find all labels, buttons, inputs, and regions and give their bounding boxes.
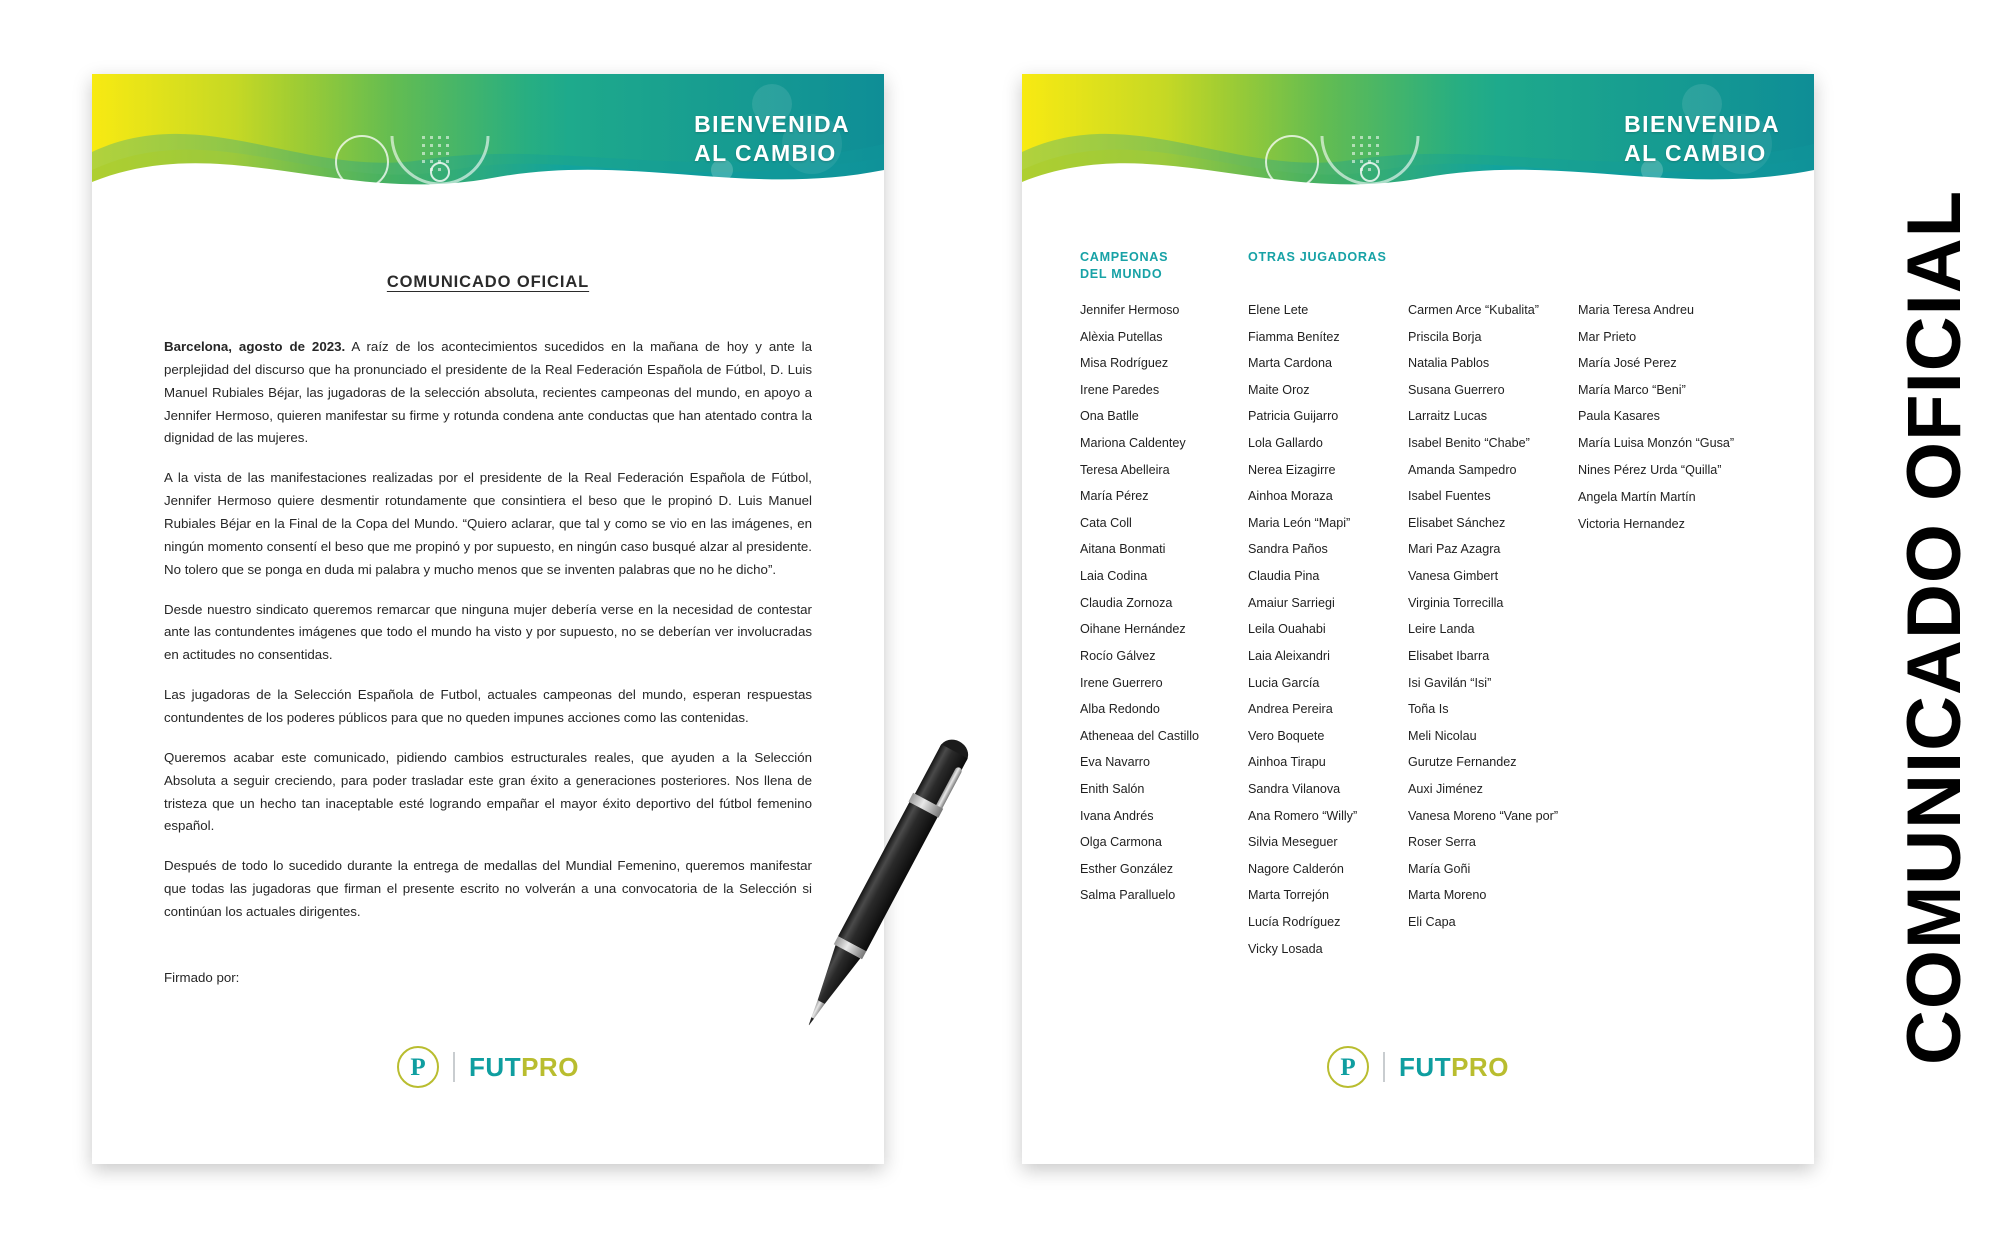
list-item: Amaiur Sarriegi	[1248, 595, 1335, 610]
logo-text-fut: FUT	[469, 1051, 522, 1082]
list-item: Paula Kasares	[1578, 409, 1660, 424]
list-item: Vanesa Moreno “Vane por”	[1408, 808, 1559, 823]
list-item: Ana Romero “Willy”	[1248, 808, 1358, 823]
list-item: Ivana Andrés	[1080, 808, 1154, 823]
list-item: Mar Prieto	[1578, 329, 1637, 344]
list-item: Laia Aleixandri	[1248, 648, 1330, 663]
list-item: Oihane Hernández	[1080, 622, 1186, 637]
list-item: Atheneaa del Castillo	[1080, 728, 1200, 743]
column-heading-spacer	[1408, 249, 1578, 285]
list-item: Ona Batlle	[1080, 409, 1139, 424]
list-item: Ainhoa Tirapu	[1248, 755, 1326, 770]
list-item: Vero Boquete	[1248, 728, 1325, 743]
list-item: Roser Serra	[1408, 835, 1476, 850]
paragraph-3: Desde nuestro sindicato queremos remarcar que ninguna mujer debería verse en la necesidad de contestar ante las contundentes imágenes que todo el mundo ha visto y por supuesto, no se deberían ver involucradas en actitudes no consentidas.	[164, 601, 812, 663]
side-title-text: COMUNICADO OFICIAL	[1892, 189, 1978, 1065]
logo-text-pro: PRO	[1451, 1051, 1509, 1082]
header-title	[694, 110, 850, 168]
list-item: Larraitz Lucas	[1408, 409, 1488, 424]
list-item: Salma Paralluelo	[1080, 888, 1176, 903]
list-item: Auxi Jiménez	[1408, 781, 1483, 796]
list-item: Priscila Borja	[1408, 329, 1482, 344]
list-item: Isabel Fuentes	[1408, 489, 1491, 504]
list-item: Olga Carmona	[1080, 835, 1162, 850]
list-item: Sandra Paños	[1248, 542, 1328, 557]
logo-text-pro: PRO	[521, 1051, 579, 1082]
list-item: María Pérez	[1080, 489, 1149, 504]
list-item: Ainhoa Moraza	[1248, 489, 1333, 504]
list-item: Isi Gavilán “Isi”	[1408, 675, 1492, 690]
list-item: Vicky Losada	[1248, 941, 1323, 956]
list-item: Aitana Bonmati	[1080, 542, 1166, 557]
column-heading-otras	[1248, 249, 1408, 285]
list-item: Leila Ouahabi	[1248, 622, 1326, 637]
header-title-line2: AL CAMBIO	[1624, 139, 1767, 166]
list-item: Alèxia Putellas	[1080, 329, 1163, 344]
page-right	[1022, 74, 1814, 1164]
signed-by-label: Firmado por:	[164, 969, 240, 985]
list-item: Marta Torrejón	[1248, 888, 1329, 903]
list-item: María José Perez	[1578, 356, 1677, 371]
column-heading-line1: CAMPEONAS	[1080, 250, 1169, 264]
header-title	[1624, 110, 1780, 168]
list-item: Esther González	[1080, 861, 1174, 876]
list-item: Rocío Gálvez	[1080, 648, 1156, 663]
dateline: Barcelona, agosto de 2023.	[164, 339, 346, 354]
list-item: Nines Pérez Urda “Quilla”	[1578, 463, 1722, 478]
list-item: Sandra Vilanova	[1248, 781, 1341, 796]
list-item: Claudia Zornoza	[1080, 595, 1173, 610]
header-title-line1: BIENVENIDA	[694, 111, 850, 137]
list-item: Nagore Calderón	[1248, 861, 1344, 876]
logo-divider	[1383, 1052, 1385, 1082]
column-heading-line1: OTRAS JUGADORAS	[1248, 250, 1387, 264]
paragraph-5: Queremos acabar este comunicado, pidiendo cambios estructurales reales, que ayuden a la Selección Absoluta a seguir creciendo, para poder trasladar este gran éxito a generaciones posteriores. Nos llena de tristeza que un hecho tan inaceptable esté logrando empañar el mayor éxito deportivo del fútbol femenino español.	[164, 749, 812, 834]
futpro-logo-text	[1399, 1052, 1509, 1083]
list-item: Elene Lete	[1248, 303, 1309, 317]
header-title-line2: AL CAMBIO	[694, 139, 837, 166]
paragraph-1	[164, 336, 812, 450]
list-item: Marta Cardona	[1248, 356, 1332, 371]
column-heading-campeonas	[1080, 249, 1248, 285]
list-item: Maite Oroz	[1248, 382, 1310, 397]
futpro-logo	[1022, 1046, 1814, 1088]
letter-body	[164, 336, 812, 924]
list-item: Lucía Rodríguez	[1248, 915, 1341, 930]
list-item: Cata Coll	[1080, 515, 1132, 530]
list-item: Isabel Benito “Chabe”	[1408, 436, 1530, 451]
list-item: Susana Guerrero	[1408, 382, 1505, 397]
futpro-logo-text	[469, 1052, 579, 1083]
list-item: Andrea Pereira	[1248, 702, 1333, 717]
list-item: Lucia García	[1248, 675, 1320, 690]
column-otras-1	[1248, 249, 1408, 968]
list-item: Teresa Abelleira	[1080, 462, 1170, 477]
list-item: Victoria Hernandez	[1578, 516, 1685, 531]
pen-illustration	[790, 712, 980, 1052]
list-item: Eli Capa	[1408, 915, 1456, 930]
list-item: María Goñi	[1408, 861, 1471, 876]
list-item: Irene Paredes	[1080, 382, 1160, 397]
page-title: COMUNICADO OFICIAL	[386, 273, 590, 291]
list-item: Elisabet Sánchez	[1408, 515, 1506, 530]
column-heading-spacer	[1578, 249, 1746, 285]
futpro-logo	[92, 1046, 884, 1088]
signatories-lists	[1022, 249, 1814, 968]
list-item: Elisabet Ibarra	[1408, 648, 1490, 663]
list-item: Leire Landa	[1408, 622, 1475, 637]
paragraph-1-text: A raíz de los acontecimientos sucedidos en la mañana de hoy y ante la perplejidad del discurso que ha pronunciado el presidente de la Real Federación Española de Fútbol, D. Luis Manuel Rubiales Béjar, las jugadoras de la selección absoluta, recientes campeonas del mundo, en apoyo a Jennifer Hermoso, quieren manifestar su firme y rotunda condena ante conductas que han atentado contra la dignidad de las mujeres.	[164, 339, 813, 446]
page-left	[92, 74, 884, 1164]
paragraph-6: Después de todo lo sucedido durante la entrega de medallas del Mundial Femenino, queremos manifestar que todas las jugadoras que firman el presente escrito no volverán a una convocatoria de la Selección si continúan los actuales dirigentes.	[164, 858, 812, 920]
list-item: Jennifer Hermoso	[1080, 303, 1180, 317]
list-item: Carmen Arce “Kubalita”	[1408, 303, 1539, 317]
side-title	[1870, 0, 2000, 1254]
list-item: Patricia Guijarro	[1248, 409, 1339, 424]
list-item: Claudia Pina	[1248, 569, 1320, 584]
list-item: Mari Paz Azagra	[1408, 542, 1501, 557]
list-item: Nerea Eizagirre	[1248, 462, 1336, 477]
list-item: Angela Martín Martín	[1578, 489, 1696, 504]
futpro-logo-mark: P	[397, 1046, 439, 1088]
page-right-header	[1022, 74, 1814, 209]
list-item: Alba Redondo	[1080, 702, 1160, 717]
list-item: María Luisa Monzón “Gusa”	[1578, 436, 1735, 451]
list-item: María Marco “Beni”	[1578, 382, 1686, 397]
list-item: Amanda Sampedro	[1408, 462, 1517, 477]
column-otras-3	[1578, 249, 1746, 968]
paragraph-4: Las jugadoras de la Selección Española de Futbol, actuales campeonas del mundo, esperan respuestas contundentes de los poderes públicos para que no queden impunes acciones como las contenidas.	[164, 687, 812, 726]
list-item: Meli Nicolau	[1408, 728, 1477, 743]
list-item: Mariona Caldentey	[1080, 436, 1186, 451]
list-item: Misa Rodríguez	[1080, 356, 1169, 371]
list-item: Toña Is	[1408, 702, 1449, 717]
column-heading-line2: DEL MUNDO	[1080, 267, 1163, 281]
list-item: Silvia Meseguer	[1248, 835, 1338, 850]
list-item: Lola Gallardo	[1248, 436, 1323, 451]
list-item: Maria Teresa Andreu	[1578, 303, 1694, 317]
list-item: Maria León “Mapi”	[1248, 515, 1351, 530]
logo-text-fut: FUT	[1399, 1051, 1452, 1082]
futpro-logo-mark: P	[1327, 1046, 1369, 1088]
paragraph-2: A la vista de las manifestaciones realizadas por el presidente de la Real Federación Española de Fútbol, Jennifer Hermoso quiere desmentir rotundamente que consintiera el beso que le propinó D. Luis Manuel Rubiales Béjar en la Final de la Copa del Mundo. “Quiero aclarar, que tal y como se vio en las imágenes, en ningún momento consentí el beso que me propinó y por supuesto, en ningún caso busqué alzar al presidente. No tolero que se ponga en duda mi palabra y mucho menos que se inventen palabras que no he dicho”.	[164, 470, 812, 577]
page-left-header	[92, 74, 884, 209]
list-item: Vanesa Gimbert	[1408, 569, 1499, 584]
list-item: Natalia Pablos	[1408, 356, 1490, 371]
column-otras-2	[1408, 249, 1578, 968]
list-item: Laia Codina	[1080, 569, 1148, 584]
header-title-line1: BIENVENIDA	[1624, 111, 1780, 137]
list-item: Gurutze Fernandez	[1408, 755, 1517, 770]
column-campeonas	[1080, 249, 1248, 968]
logo-divider	[453, 1052, 455, 1082]
list-item: Fiamma Benítez	[1248, 329, 1340, 344]
list-item: Virginia Torrecilla	[1408, 595, 1504, 610]
list-item: Eva Navarro	[1080, 755, 1150, 770]
list-item: Irene Guerrero	[1080, 675, 1163, 690]
list-item: Marta Moreno	[1408, 888, 1487, 903]
list-item: Enith Salón	[1080, 781, 1145, 796]
